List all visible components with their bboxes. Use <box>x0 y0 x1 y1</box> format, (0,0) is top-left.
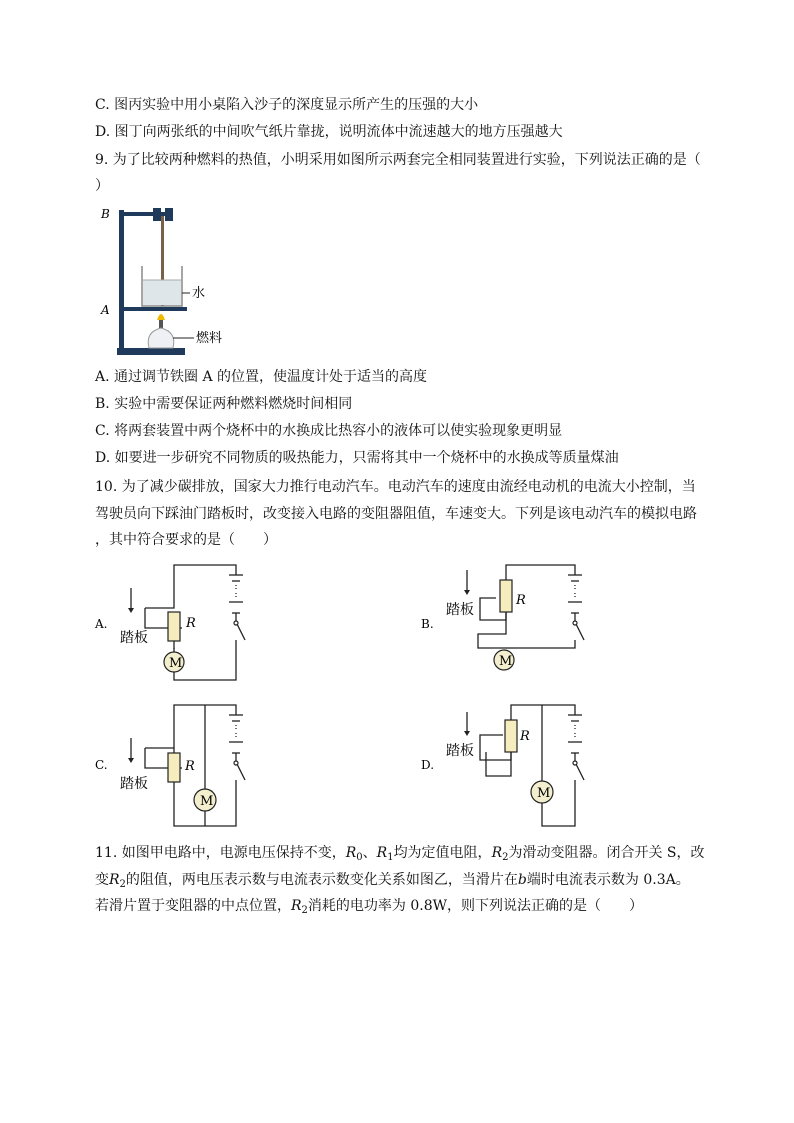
resistor-r <box>500 580 512 612</box>
resistor-r <box>168 612 180 641</box>
question-11-line3: 若滑片置于变阻器的中点位置，$R_2$消耗的电功率为 0.8W，则下列说法正确的是（ ） <box>95 898 644 916</box>
option-label: A. <box>95 617 108 631</box>
resistor-label: R <box>520 729 530 744</box>
question-11-line2: 变$R_2$的阻值，两电压表示数与电流表示数变化关系如图乙，当滑片在b端时电流表示数为 0.3A。 <box>95 872 690 890</box>
pedal-label: 踏板 <box>120 630 148 646</box>
pedal-label: 踏板 <box>446 602 474 618</box>
option-a-q9: A. 通过调节铁圈 A 的位置，使温度计处于适当的高度 <box>95 369 428 385</box>
option-d-q9: D. 如要进一步研究不同物质的吸热能力，只需将其中一个烧杯中的水换成等质量煤油 <box>95 450 619 466</box>
motor-label: M <box>499 654 513 669</box>
option-d-q8: D. 图丁向两张纸的中间吹气纸片靠拢，说明流体中流速越大的地方压强越大 <box>95 124 563 140</box>
stand-base <box>117 348 185 355</box>
flame <box>157 314 165 320</box>
resistor-r <box>168 753 180 782</box>
motor-label: M <box>169 656 183 671</box>
resistor-r <box>505 720 517 752</box>
pedal-label: 踏板 <box>120 776 148 792</box>
motor-label: M <box>200 794 214 809</box>
option-c-q9: C. 将两套装置中两个烧杯中的水换成比热容小的液体可以使实验现象更明显 <box>95 423 563 439</box>
question-10-line2: 驾驶员向下踩油门踏板时，改变接入电路的变阻器阻值，车速变大。下列是该电动汽车的模拟电路 <box>95 506 697 522</box>
clamp-b <box>119 212 169 216</box>
circuit-c <box>90 700 270 835</box>
option-c-q8: C. 图丙实验中用小桌陷入沙子的深度显示所产生的压强的大小 <box>95 97 479 113</box>
circuit-a <box>90 560 270 690</box>
question-9-stem: 9. 为了比较两种燃料的热值，小明采用如图所示两套完全相同装置进行实验，下列说法正确的是（ <box>95 152 701 168</box>
motor-label: M <box>537 786 551 801</box>
heating-apparatus-figure <box>95 200 245 360</box>
question-10-line1: 10. 为了减少碳排放，国家大力推行电动汽车。电动汽车的速度由流经电动机的电流大小控制，当 <box>95 479 696 495</box>
resistor-label: R <box>186 616 196 631</box>
label-fuel: 燃料 <box>196 331 223 346</box>
question-9-paren: ） <box>95 178 109 194</box>
question-11-line1: 11. 如图甲电路中，电源电压保持不变，$R_0$、$R_1$均为定值电阻，$R_2$为滑动变阻器。闭合开关 S，改 <box>95 845 705 863</box>
pedal-label: 踏板 <box>446 743 474 759</box>
option-label: B. <box>421 617 434 631</box>
circuit-b <box>418 560 598 690</box>
resistor-label: R <box>516 593 526 608</box>
stand-rod <box>119 210 124 350</box>
iron-ring-a <box>119 307 187 311</box>
label-a: A <box>101 303 110 317</box>
resistor-label: R <box>185 759 195 774</box>
option-label: D. <box>421 758 435 772</box>
label-b: B <box>101 207 110 221</box>
option-label: C. <box>95 758 108 772</box>
option-b-q9: B. 实验中需要保证两种燃料燃烧时间相同 <box>95 396 353 412</box>
question-10-line3: ，其中符合要求的是（ ） <box>95 532 277 548</box>
label-water: 水 <box>192 286 206 301</box>
circuit-d <box>418 700 598 835</box>
fuel-lamp <box>148 328 174 348</box>
